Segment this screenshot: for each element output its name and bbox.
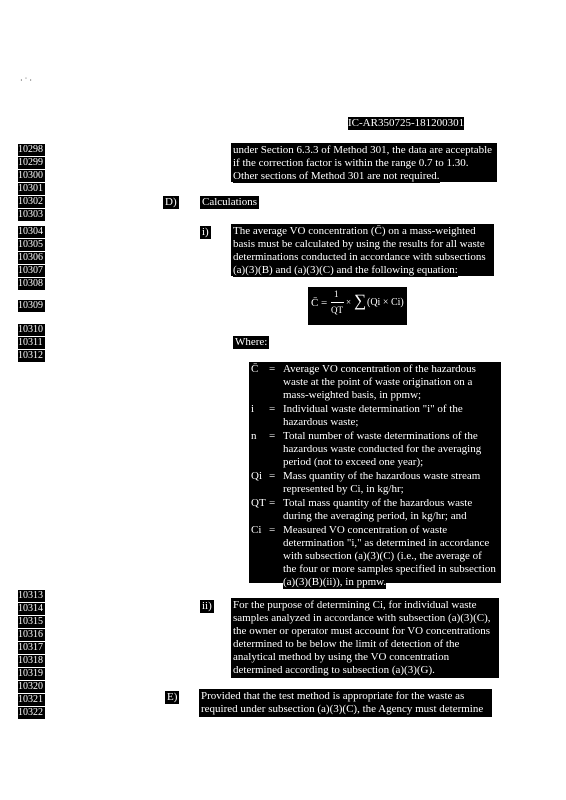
eq-numerator: 1 — [334, 289, 339, 299]
line-number: 10320 — [18, 681, 43, 692]
line-number: 10308 — [18, 278, 43, 289]
section-d-marker: D) — [165, 196, 177, 208]
definition-text: hazardous waste; — [283, 416, 359, 428]
section-d-title: Calculations — [202, 196, 257, 208]
item-ii-line: For the purpose of determining Ci, for individual waste — [233, 599, 477, 611]
line-number: 10305 — [18, 239, 43, 250]
definition-text: the four or more samples specified in subsection — [283, 563, 496, 575]
section-e-marker: E) — [167, 691, 178, 703]
definition-text: represented by Ci, in kg/hr; — [283, 483, 404, 495]
line-number: 10301 — [18, 183, 43, 194]
where-label: Where: — [235, 336, 268, 348]
line-number: 10307 — [18, 265, 43, 276]
item-ii-line: determined according to subsection (a)(3)(G). — [233, 664, 435, 676]
definition-symbol: QT — [251, 497, 266, 509]
line-number: 10314 — [18, 603, 43, 614]
eq-term: (Qi × Ci) — [367, 297, 404, 308]
continuation-line: under Section 6.3.3 of Method 301, the data are acceptable — [233, 144, 493, 156]
definition-symbol: Qi — [251, 470, 262, 482]
line-number: 10315 — [18, 616, 43, 627]
line-number: 10310 — [18, 324, 43, 335]
line-number: 10313 — [18, 590, 43, 601]
line-number: 10322 — [18, 707, 43, 718]
definition-text: determination "i," as determined in accordance — [283, 537, 490, 549]
line-number: 10312 — [18, 350, 43, 361]
line-number: 10299 — [18, 157, 43, 168]
definition-text: Individual waste determination "i" of the — [283, 403, 463, 415]
section-e-line: required under subsection (a)(3)(C), the Agency must determine — [201, 703, 484, 715]
line-number: 10302 — [18, 196, 43, 207]
item-i-line: determinations conducted in accordance with subsections — [233, 251, 486, 263]
item-ii-line: the owner or operator must account for VO concentrations — [233, 625, 490, 637]
line-number: 10303 — [18, 209, 43, 220]
line-number: 10317 — [18, 642, 43, 653]
line-number: 10321 — [18, 694, 43, 705]
eq-equals: = — [321, 297, 328, 309]
item-i-marker: i) — [202, 226, 209, 238]
line-number: 10298 — [18, 144, 43, 155]
definition-symbol: n — [251, 430, 257, 442]
definition-equals: = — [269, 430, 276, 442]
item-i-line: (a)(3)(B) and (a)(3)(C) and the following equation: — [233, 264, 458, 276]
definition-text: mass-weighted basis, in ppmw; — [283, 389, 422, 401]
line-number: 10311 — [18, 337, 43, 348]
definition-text: hazardous waste conducted for the averaging — [283, 443, 482, 455]
continuation-line: Other sections of Method 301 are not required. — [233, 170, 440, 182]
eq-sum: ∑ — [354, 291, 367, 310]
definition-text: during the averaging period, in kg/hr; and — [283, 510, 467, 522]
definition-symbol: Ci — [251, 524, 262, 536]
definition-symbol: C̄ — [251, 363, 259, 375]
line-number: 10300 — [18, 170, 43, 181]
continuation-line: if the correction factor is within the range 0.7 to 1.30. — [233, 157, 469, 169]
item-ii-line: samples analyzed in accordance with subsection (a)(3)(C), — [233, 612, 491, 624]
item-ii-line: analytical method by using the VO concentration — [233, 651, 450, 663]
definition-equals: = — [269, 470, 276, 482]
scan-artifacts: · ˙ · — [20, 76, 32, 85]
definition-text: Total mass quantity of the hazardous waste — [283, 497, 473, 509]
eq-denominator: QT — [331, 305, 343, 315]
section-e-line: Provided that the test method is appropriate for the waste as — [201, 690, 465, 702]
eq-lhs: C̄ — [311, 297, 319, 309]
definition-text: with subsection (a)(3)(C) (i.e., the average of — [283, 550, 482, 562]
item-i-line: basis must be calculated by using the results for all waste — [233, 238, 485, 250]
definition-equals: = — [269, 403, 276, 415]
definition-text: Average VO concentration of the hazardous — [283, 363, 476, 375]
eq-fraction-bar — [331, 302, 344, 303]
eq-times: × — [346, 297, 352, 307]
line-number: 10319 — [18, 668, 43, 679]
document-id: IC-AR350725-181200301 — [348, 117, 465, 129]
definition-text: Mass quantity of the hazardous waste stream — [283, 470, 481, 482]
line-number: 10304 — [18, 226, 43, 237]
line-number: 10306 — [18, 252, 43, 263]
definition-equals: = — [269, 363, 276, 375]
line-number: 10318 — [18, 655, 43, 666]
item-ii-line: determined to be below the limit of detection of the — [233, 638, 460, 650]
line-number: 10309 — [18, 300, 43, 311]
definition-text: Total number of waste determinations of the — [283, 430, 478, 442]
definition-symbol: i — [251, 403, 255, 415]
item-i-line: The average VO concentration (C̄) on a mass-weighted — [233, 225, 476, 237]
definition-text: (a)(3)(B)(ii)), in ppmw. — [283, 576, 387, 588]
definition-text: period (not to exceed one year); — [283, 456, 424, 468]
definition-text: waste at the point of waste origination on a — [283, 376, 473, 388]
line-number: 10316 — [18, 629, 43, 640]
item-ii-marker: ii) — [202, 600, 212, 612]
definition-equals: = — [269, 497, 276, 509]
definition-text: Measured VO concentration of waste — [283, 524, 448, 536]
definition-equals: = — [269, 524, 276, 536]
